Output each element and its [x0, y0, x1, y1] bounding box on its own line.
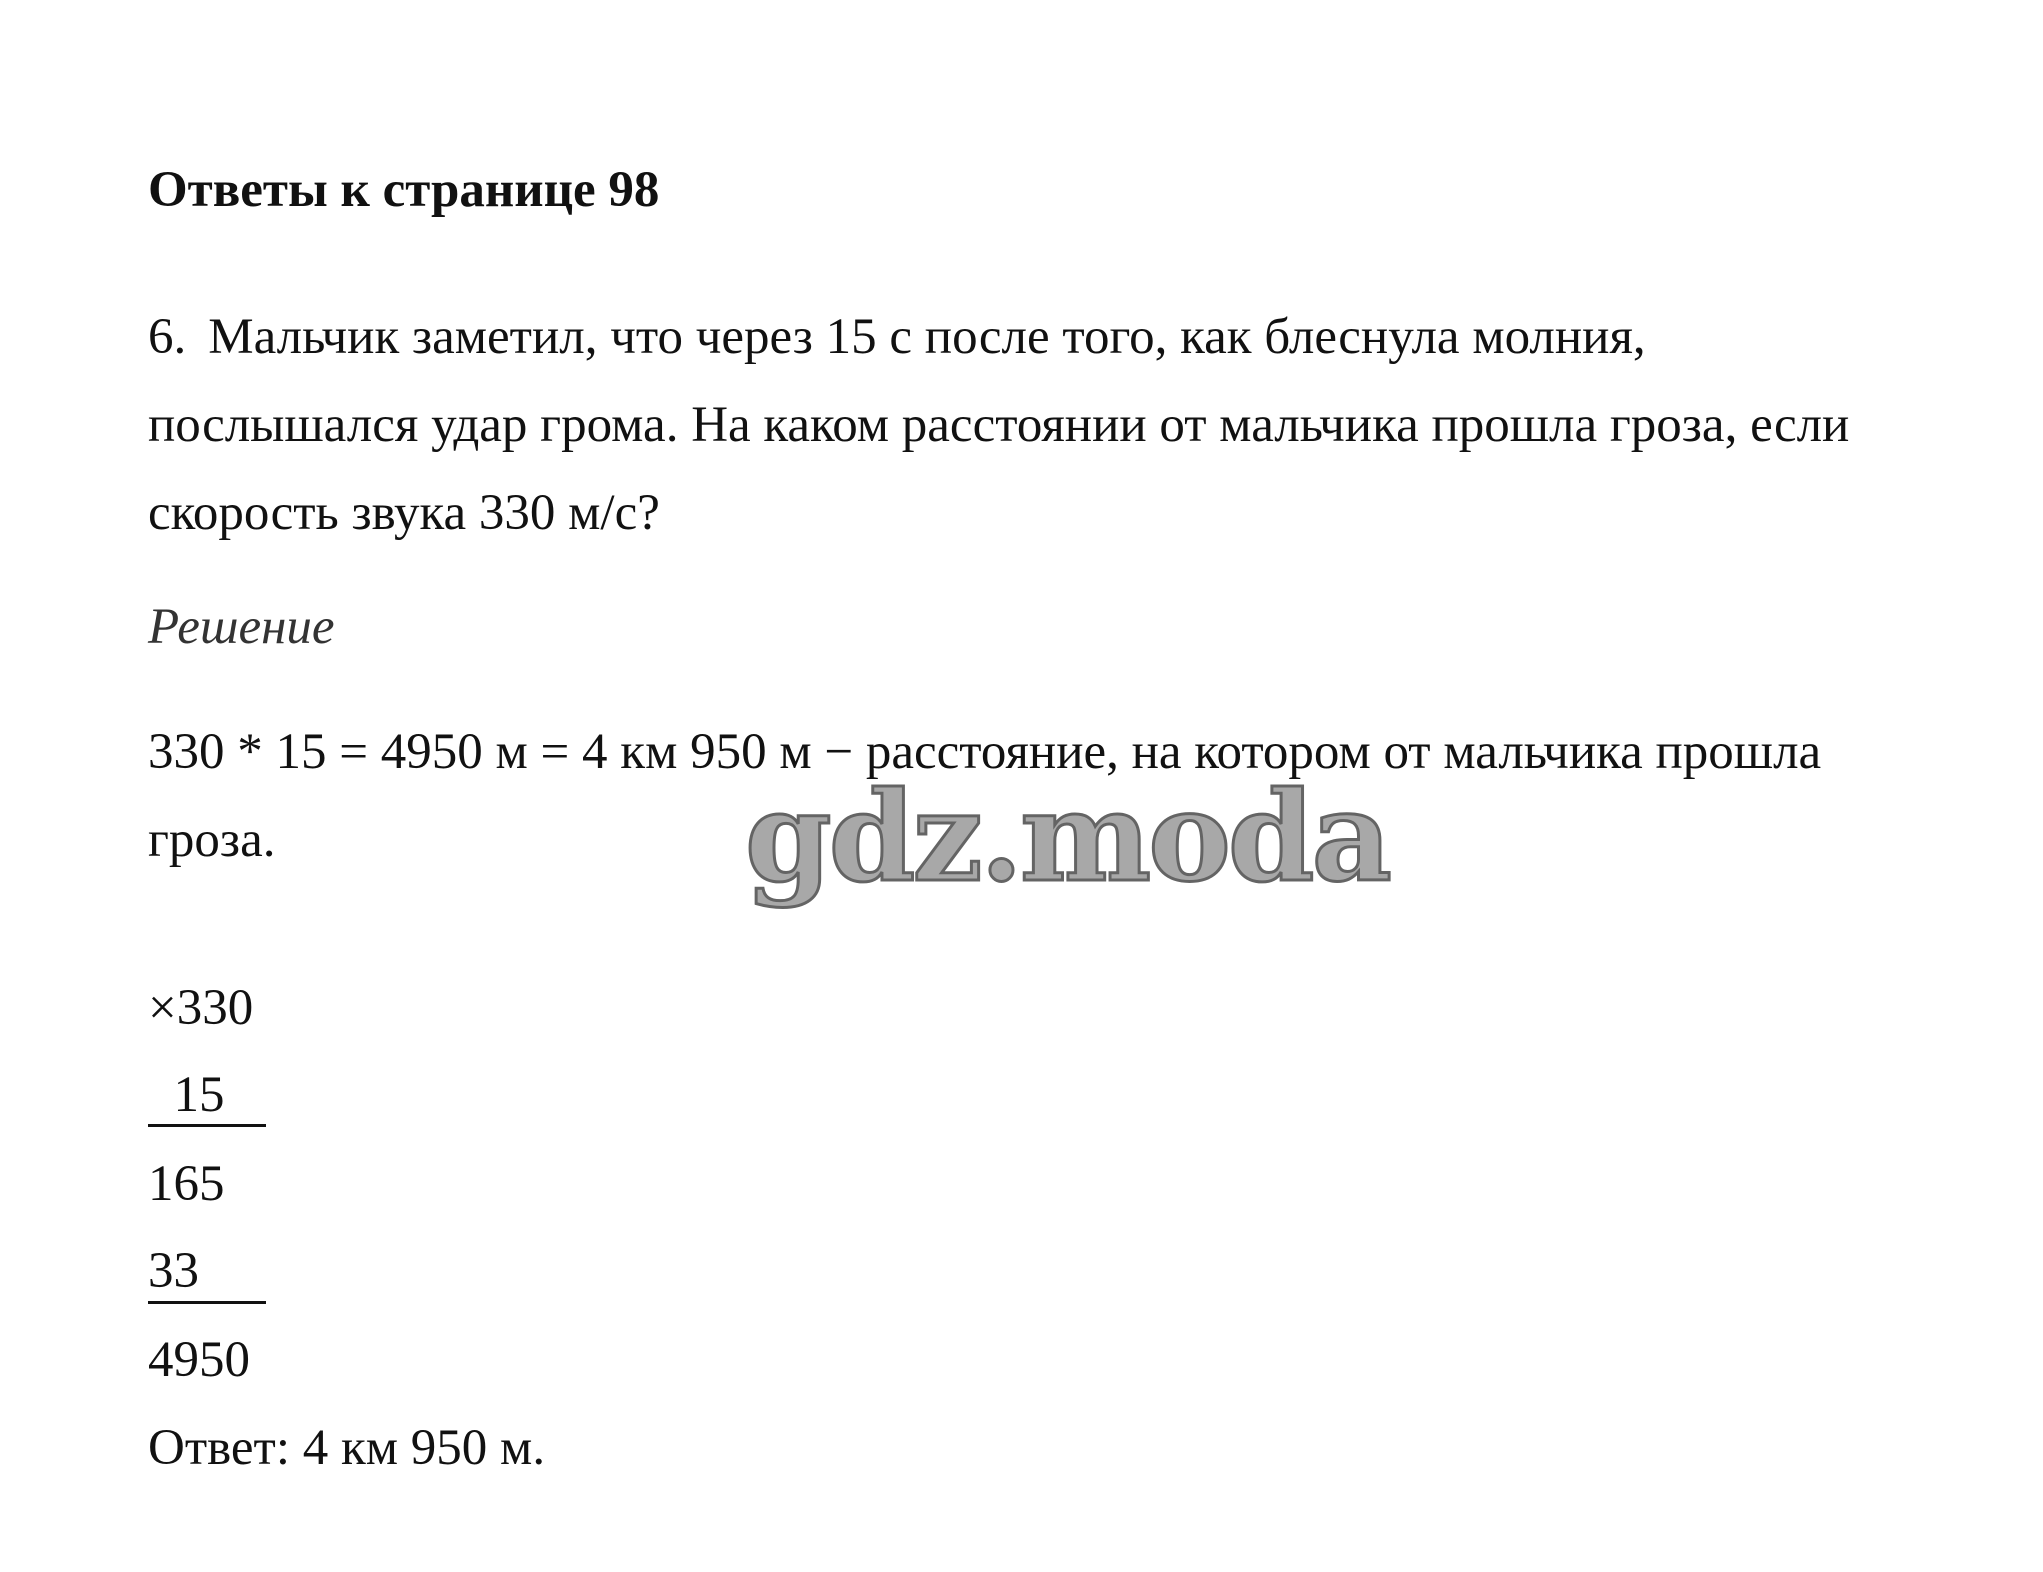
watermark-logo: gdz.moda — [745, 765, 1389, 910]
calc-partial-2: 33 — [148, 1243, 199, 1299]
calc-multiplier: 15 — [148, 1067, 225, 1123]
calc-partial-1: 165 — [148, 1156, 225, 1212]
task-text: Мальчик заметил, что через 15 с после того, как блеснула молния, послышался удар грома. На каком расстоянии от мальчика прошла гроза, если скорость звука 330 м/с? — [148, 309, 1850, 541]
solution-text: 330 * 15 = 4950 м = 4 км 950 м − расстояние, на котором от мальчика прошла гроза. — [148, 724, 1822, 868]
calc-multiplicand: ×330 — [148, 980, 254, 1036]
page-heading: Ответы к странице 98 — [148, 162, 660, 218]
answer-line: Ответ: 4 км 950 м. — [148, 1420, 546, 1476]
calc-underline-2 — [148, 1301, 266, 1304]
solution-label: Решение — [148, 599, 335, 655]
calc-underline-1 — [148, 1124, 266, 1127]
task-statement — [148, 293, 1928, 557]
task-number: 6. — [148, 309, 187, 365]
calc-result: 4950 — [148, 1332, 250, 1388]
